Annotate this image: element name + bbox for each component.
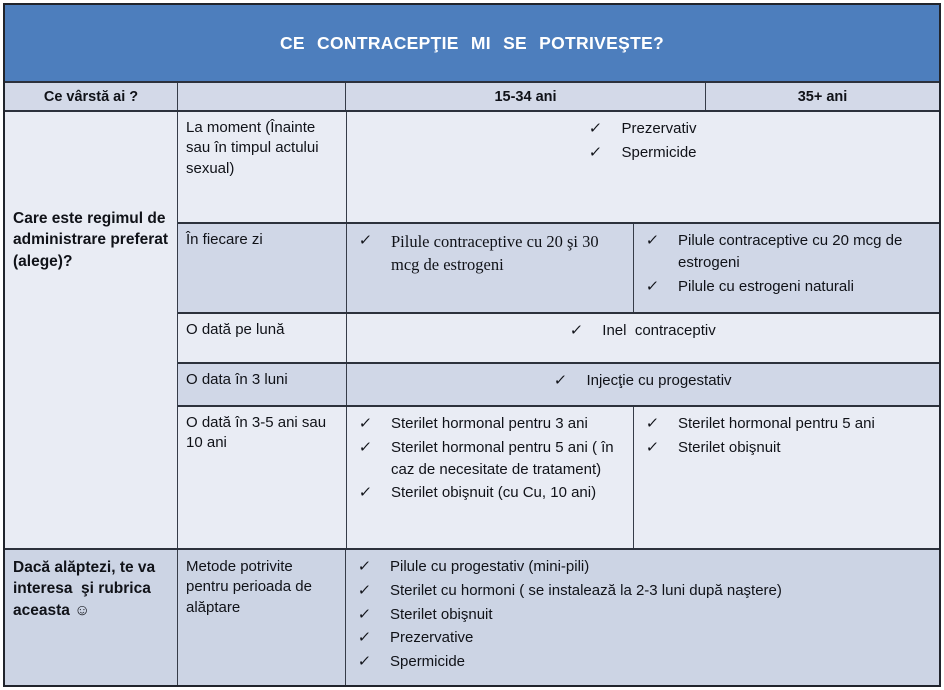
check-list-item (358, 651, 931, 673)
check-item-text: Pilule cu estrogeni naturali (678, 277, 854, 295)
check-list-item (359, 230, 625, 276)
check-item-text: Spermicide (621, 143, 697, 161)
frequency-cell: O dată pe lună (186, 321, 285, 338)
check-list-item (589, 142, 696, 164)
age-col-15-34: 15-34 ani (345, 83, 705, 110)
check-item-text: Spermicide (390, 653, 466, 670)
breastfeeding-method-cell: Metode potrivite pentru perioada de alăptare (177, 550, 345, 685)
check-list (570, 314, 715, 362)
check-item-text: Sterilet hormonal pentru 5 ani (678, 415, 875, 432)
check-item-text: Sterilet hormonal pentru 5 ani ( în caz de necesitate de tratament) (391, 438, 618, 478)
methods-cell-both-ages (346, 314, 939, 362)
row-trei-luni (178, 362, 939, 405)
age-question-cell: Ce vârstă ai ? (43, 88, 139, 105)
check-item-text: Prezervativ (621, 120, 697, 137)
check-item-text: Sterilet obişnuit (390, 605, 493, 623)
check-icon: ✓ (357, 484, 373, 502)
page-title: CE CONTRACEPŢIE MI SE POTRIVEŞTE? (279, 32, 665, 53)
check-icon: ✓ (357, 232, 373, 249)
check-list (554, 364, 731, 405)
check-icon: ✓ (356, 605, 372, 623)
check-icon: ✓ (644, 277, 660, 295)
check-icon: ✓ (357, 415, 373, 432)
regimen-rows (177, 112, 939, 548)
methods-cell-35-plus (633, 407, 939, 548)
check-item-text: Sterilet hormonal pentru 3 ani (391, 415, 588, 432)
check-icon: ✓ (588, 120, 604, 137)
check-item-text: Prezervative (390, 629, 474, 647)
check-list (589, 112, 696, 222)
methods-cell-both-ages (346, 112, 939, 222)
check-icon: ✓ (356, 629, 372, 647)
check-list-item (589, 118, 696, 140)
check-item-text: Pilule contraceptive cu 20 şi 30 mcg de estrogeni (391, 232, 603, 275)
table-frame (3, 3, 941, 687)
row-fiecare-zi (178, 222, 939, 312)
check-list-item (570, 320, 715, 342)
age-empty-cell (177, 83, 345, 110)
check-icon: ✓ (356, 558, 372, 575)
check-list-item (358, 604, 931, 626)
check-icon: ✓ (553, 372, 569, 389)
methods-cell-15-34 (347, 224, 633, 312)
check-list-item (554, 370, 731, 392)
methods-cells (346, 407, 939, 548)
check-icon: ✓ (644, 438, 660, 456)
age-col-35-plus: 35+ ani (705, 83, 939, 110)
check-list-item (646, 437, 931, 459)
frequency-cell: În fiecare zi (186, 231, 263, 248)
check-item-text: Sterilet cu hormoni ( se instalează la 2-3 luni după naştere) (390, 581, 782, 599)
check-list-item (646, 276, 931, 298)
frequency-cell: O dată în 3-5 ani sau 10 ani (186, 414, 331, 452)
regimen-section (5, 110, 939, 548)
check-list-item (646, 413, 931, 435)
check-item-text: Sterilet obişnuit (cu Cu, 10 ani) (391, 484, 597, 502)
check-item-text: Inel contraceptiv (602, 322, 716, 339)
frequency-cell: O data în 3 luni (186, 371, 288, 388)
check-icon: ✓ (357, 438, 373, 456)
check-item-text: Pilule contraceptive cu 20 mcg de estrogeni (678, 232, 907, 271)
check-item-text: Injecţie cu progestativ (586, 372, 732, 389)
check-list-item (359, 413, 625, 435)
methods-cells (346, 224, 939, 312)
breastfeeding-row (5, 548, 939, 685)
check-icon: ✓ (644, 232, 660, 249)
row-trei-cinci-ani (178, 405, 939, 548)
check-list-item (359, 437, 625, 481)
methods-cell-both-ages (346, 364, 939, 405)
regimen-question-cell: Care este regimul de administrare preferat (alege)? (5, 112, 177, 548)
check-list-item (358, 627, 931, 649)
methods-cell-35-plus (633, 224, 939, 312)
check-item-text: Pilule cu progestativ (mini-pili) (390, 558, 590, 575)
check-item-text: Sterilet obişnuit (678, 438, 781, 456)
frequency-cell: La moment (Înainte sau în timpul actului sexual) (186, 119, 323, 177)
check-list-item (358, 580, 931, 602)
check-list-item (359, 482, 625, 504)
check-list-item (358, 556, 931, 578)
check-icon: ✓ (588, 143, 604, 161)
check-icon: ✓ (356, 653, 372, 670)
methods-cell-15-34 (347, 407, 633, 548)
title-banner (5, 5, 939, 81)
breastfeeding-label-cell: Dacă alăptezi, te va interesa şi rubrica aceasta ☺ (13, 559, 160, 619)
check-list-item (646, 230, 931, 274)
check-icon: ✓ (356, 581, 372, 599)
check-icon: ✓ (644, 415, 660, 432)
age-header-row (5, 81, 939, 110)
breastfeeding-methods-cell (345, 550, 939, 685)
check-icon: ✓ (569, 322, 585, 339)
row-la-moment (178, 112, 939, 222)
row-pe-luna (178, 312, 939, 362)
